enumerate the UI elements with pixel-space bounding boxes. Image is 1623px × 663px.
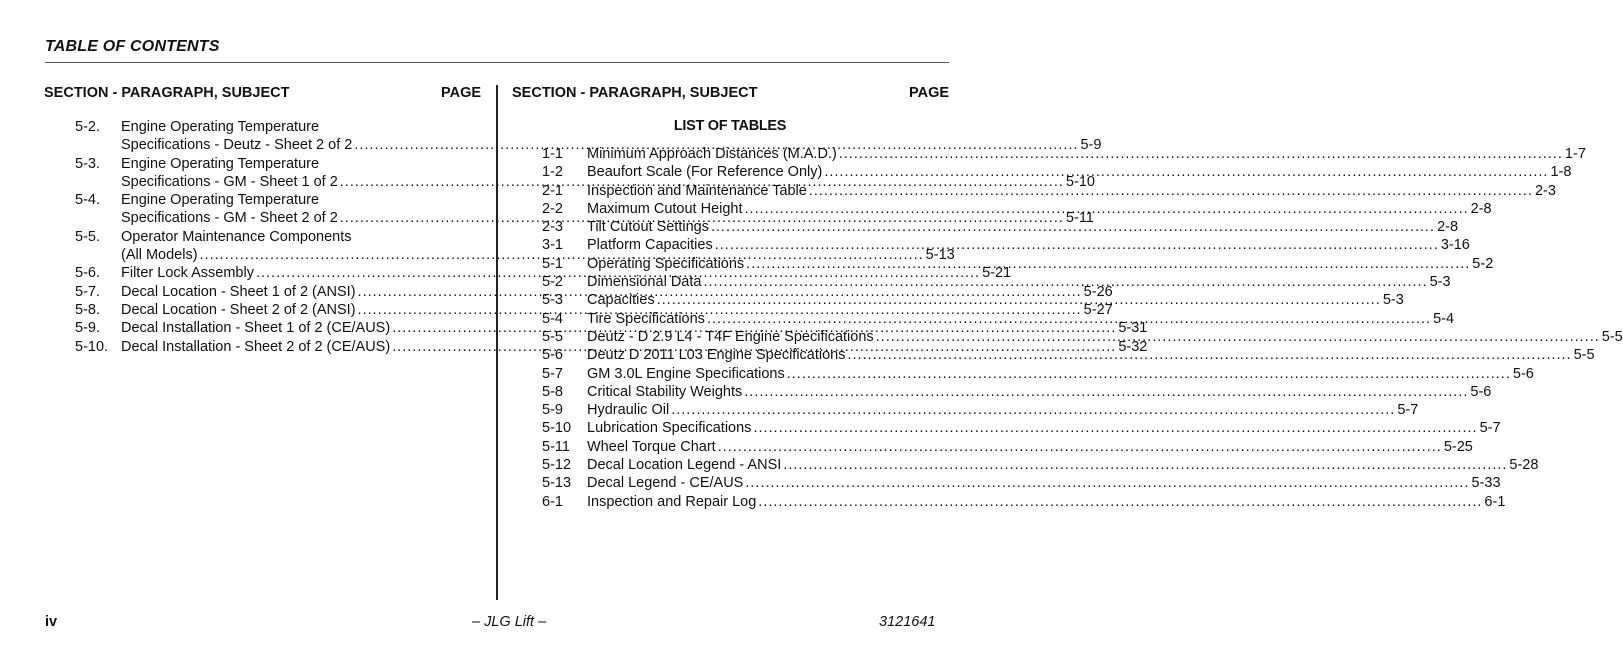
entry-title: Specifications - Deutz - Sheet 2 of 2 — [121, 137, 353, 154]
entry-title: Inspection and Maintenance Table — [587, 182, 807, 199]
header-rule — [45, 62, 949, 63]
dot-leader — [809, 182, 1533, 200]
entry-page: 2-8 — [1470, 200, 1492, 217]
entry-page: 5-28 — [1509, 457, 1539, 474]
entry-number: 5-11 — [542, 438, 570, 455]
entry-title: Platform Capacities — [587, 237, 713, 254]
table-entry[interactable] — [542, 493, 1506, 511]
entry-title: Operating Specifications — [587, 255, 745, 272]
entry-number: 5-7. — [75, 283, 100, 300]
dot-leader — [715, 236, 1439, 254]
entry-number: 2-3 — [542, 219, 563, 236]
entry-page: 5-6 — [1512, 365, 1534, 382]
entry-title: Decal Location - Sheet 2 of 2 (ANSI) — [121, 301, 356, 318]
entry-title: Deutz D 2011 L03 Engine Specifications — [587, 347, 846, 364]
dot-leader — [745, 200, 1469, 218]
entry-page: 5-25 — [1443, 438, 1473, 455]
footer-doc-number: 3121641 — [879, 614, 936, 630]
dot-leader — [745, 474, 1469, 492]
entry-page: 3-16 — [1440, 237, 1470, 254]
figure-entry[interactable] — [75, 264, 1012, 282]
entry-title: Inspection and Repair Log — [587, 493, 757, 510]
entry-title: Critical Stability Weights — [587, 383, 743, 400]
entry-page: 5-26 — [1083, 283, 1113, 300]
left-column-page-heading: PAGE — [441, 85, 482, 101]
entry-title: Capacities — [587, 292, 655, 309]
table-entry[interactable] — [542, 383, 1492, 401]
entry-number: 5-8. — [75, 301, 100, 318]
footer-center-text: – JLG Lift – — [472, 614, 547, 630]
entry-number: 5-3 — [542, 292, 563, 309]
dot-leader — [746, 255, 1470, 273]
entry-page: 5-5 — [1601, 328, 1623, 345]
entry-title: Tire Specifications — [587, 310, 705, 327]
entry-title: Tilt Cutout Settings — [587, 219, 709, 236]
entry-number: 5-7 — [542, 365, 563, 382]
entry-title: Specifications - GM - Sheet 2 of 2 — [121, 210, 338, 227]
entry-number: 5-4. — [75, 192, 100, 209]
entry-number: 6-1 — [542, 493, 563, 510]
table-entry[interactable] — [542, 182, 1556, 200]
entry-title: Decal Legend - CE/AUS — [587, 475, 744, 492]
dot-leader — [744, 383, 1468, 401]
entry-title: Engine Operating Temperature — [121, 119, 320, 135]
entry-title: Operator Maintenance Components — [121, 228, 352, 245]
entry-page: 5-3 — [1429, 274, 1451, 291]
entry-title: Dimensional Data — [587, 274, 702, 291]
entry-page: 5-27 — [1083, 301, 1113, 318]
entry-number: 5-3. — [75, 155, 100, 172]
entry-title: Beaufort Scale (For Reference Only) — [587, 164, 823, 181]
entry-number: 5-12 — [542, 457, 572, 474]
entry-number: 5-2. — [75, 119, 100, 135]
footer-page-number: iv — [45, 614, 58, 630]
table-entry[interactable] — [542, 236, 1470, 254]
list-of-tables-title: LIST OF TABLES — [673, 118, 787, 134]
entry-page: 5-3 — [1382, 292, 1404, 309]
entry-number: 5-9. — [75, 320, 100, 337]
entry-page: 5-33 — [1471, 475, 1501, 492]
dot-leader — [707, 310, 1431, 328]
dot-leader — [671, 401, 1395, 419]
entry-number: 5-6 — [542, 347, 563, 364]
entry-title: Specifications - GM - Sheet 1 of 2 — [121, 173, 338, 190]
entry-title: Decal Location Legend - ANSI — [587, 457, 782, 474]
entry-page: 5-10 — [1065, 173, 1095, 190]
entry-title: Decal Location - Sheet 1 of 2 (ANSI) — [121, 283, 356, 300]
entry-page: 5-5 — [1573, 347, 1595, 364]
entry-number: 5-4 — [542, 310, 563, 327]
entry-title: Maximum Cutout Height — [587, 200, 743, 217]
entry-number: 2-2 — [542, 200, 563, 217]
table-entry[interactable] — [542, 200, 1492, 218]
dot-leader — [758, 493, 1482, 511]
entry-number: 3-1 — [542, 237, 563, 254]
entry-page: 5-7 — [1397, 402, 1419, 419]
dot-leader — [839, 145, 1563, 163]
entry-number: 5-9 — [542, 402, 563, 419]
entry-title: (All Models) — [121, 247, 198, 264]
dot-leader — [718, 438, 1442, 456]
entry-page: 5-6 — [1470, 383, 1492, 400]
entry-title: Decal Installation - Sheet 1 of 2 (CE/AUS) — [121, 320, 391, 337]
entry-number: 2-1 — [542, 182, 563, 199]
entry-number: 1-1 — [542, 146, 563, 162]
entry-title: Engine Operating Temperature — [121, 192, 320, 209]
entry-title: Deutz - D 2.9 L4 - T4F Engine Specifications — [587, 328, 874, 345]
entry-page: 5-11 — [1065, 210, 1094, 227]
table-entry[interactable] — [542, 163, 1572, 181]
right-column-page-heading: PAGE — [909, 85, 950, 101]
table-entry[interactable] — [542, 310, 1455, 328]
entry-page: 5-21 — [982, 265, 1012, 282]
entry-page: 5-2 — [1472, 255, 1494, 272]
dot-leader — [876, 328, 1600, 346]
entry-number: 5-13 — [542, 475, 572, 492]
entry-page: 5-13 — [925, 247, 955, 264]
dot-leader — [753, 419, 1477, 437]
entry-title: Hydraulic Oil — [587, 402, 670, 419]
table-entry[interactable] — [542, 438, 1473, 456]
dot-leader — [783, 456, 1507, 474]
table-entry[interactable] — [542, 474, 1501, 492]
entry-page: 5-31 — [1118, 320, 1148, 337]
entry-number: 5-5 — [542, 328, 563, 345]
entry-title: GM 3.0L Engine Specifications — [587, 365, 785, 382]
entry-number: 5-10. — [75, 338, 109, 355]
table-entry[interactable] — [542, 419, 1501, 437]
entry-page: 5-4 — [1433, 310, 1455, 327]
entry-number: 5-6. — [75, 265, 100, 282]
entry-title: Filter Lock Assembly — [121, 265, 254, 282]
entry-title: Minimum Approach Distances (M.A.D.) — [587, 146, 837, 162]
entry-page: 2-3 — [1534, 182, 1556, 199]
entry-number: 5-2 — [542, 274, 563, 291]
entry-number: 1-2 — [542, 164, 563, 181]
dot-leader — [711, 218, 1435, 236]
entry-page: 5-32 — [1118, 338, 1148, 355]
dot-leader — [824, 163, 1548, 181]
dot-leader — [703, 273, 1427, 291]
dot-leader — [787, 365, 1511, 383]
entry-title: Engine Operating Temperature — [121, 155, 320, 172]
entry-number: 5-5. — [75, 228, 100, 245]
table-entry[interactable] — [542, 401, 1419, 419]
entry-number: 5-10 — [542, 420, 572, 437]
table-entry[interactable] — [542, 365, 1534, 383]
entry-number: 5-8 — [542, 383, 563, 400]
entry-number: 5-1 — [542, 255, 563, 272]
entry-page: 5-7 — [1479, 420, 1501, 437]
dot-leader — [847, 346, 1571, 364]
page-title: TABLE OF CONTENTS — [45, 38, 220, 55]
entry-title: Wheel Torque Chart — [587, 438, 716, 455]
entry-page: 5-9 — [1080, 137, 1102, 154]
entry-page: 1-7 — [1564, 146, 1586, 162]
left-column-subject-heading: SECTION - PARAGRAPH, SUBJECT — [44, 85, 290, 101]
entry-title: Decal Installation - Sheet 2 of 2 (CE/AUS) — [121, 338, 391, 355]
entry-page: 2-8 — [1437, 219, 1459, 236]
entry-page: 1-8 — [1550, 164, 1572, 181]
dot-leader — [657, 291, 1381, 309]
table-entry[interactable] — [542, 456, 1539, 474]
entry-title: Lubrication Specifications — [587, 420, 752, 437]
right-column-subject-heading: SECTION - PARAGRAPH, SUBJECT — [512, 85, 758, 101]
entry-page: 6-1 — [1484, 493, 1506, 510]
